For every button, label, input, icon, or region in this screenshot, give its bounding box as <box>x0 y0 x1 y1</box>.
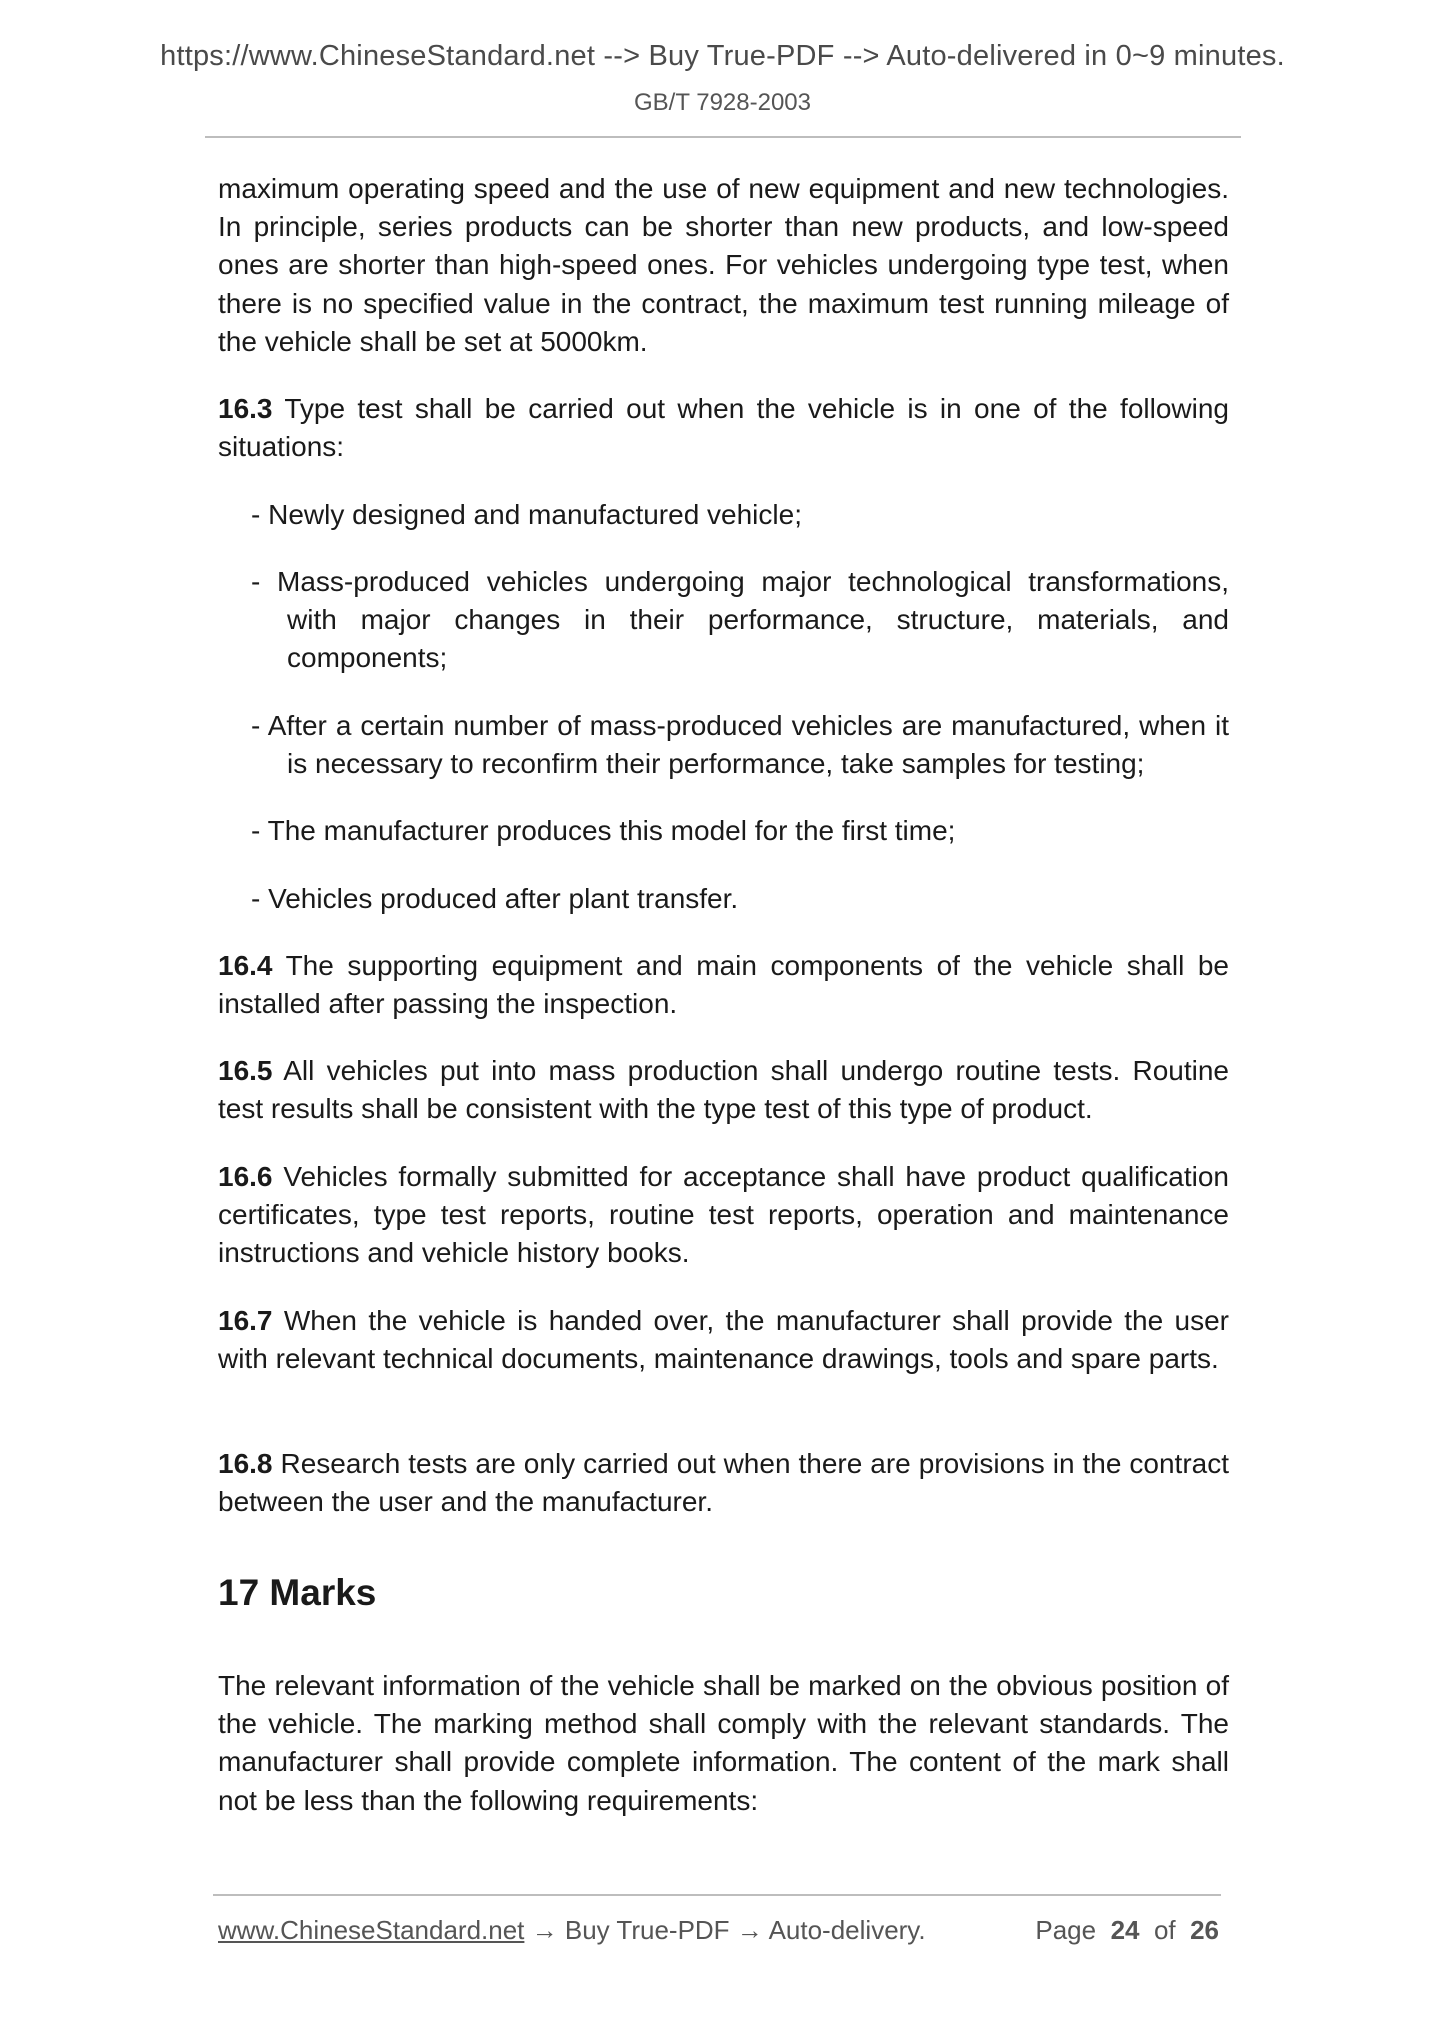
standard-code: GB/T 7928-2003 <box>633 89 811 116</box>
clause-text: Type test shall be carried out when the vehicle is in one of the following situations: <box>218 393 1229 463</box>
section-paragraph: The relevant information of the vehicle shall be marked on the obvious position of the vehicle. The marking method shall comply with the relevant standards. The manufacturer shall provide complete information. The content of the mark shall not be less than the following requirements: <box>218 1670 1229 1816</box>
footer-divider <box>213 1894 1221 1896</box>
list-item: - Mass-produced vehicles undergoing major technological transformations, with major changes in their performance, structure, materials, and components; <box>251 566 1229 674</box>
list-item: - Newly designed and manufactured vehicle; <box>251 499 802 530</box>
clause-text: Research tests are only carried out when there are provisions in the contract between the user and the manufacturer. <box>218 1448 1229 1518</box>
header-url-line: https://www.ChineseStandard.net --> Buy True-PDF --> Auto-delivered in 0~9 minutes. <box>160 40 1285 72</box>
list-item: - After a certain number of mass-produced vehicles are manufactured, when it is necessary to reconfirm their performance, take samples for testing; <box>251 710 1229 780</box>
site-link[interactable]: www.ChineseStandard.net <box>218 1915 525 1945</box>
clause-16-5 <box>218 1052 1229 1128</box>
page-footer <box>218 1915 1221 1949</box>
clause-number: 16.6 <box>218 1161 273 1192</box>
clause-number: 16.8 <box>218 1448 273 1479</box>
clause-16-8 <box>218 1445 1229 1521</box>
clause-text: When the vehicle is handed over, the manufacturer shall provide the user with relevant technical documents, maintenance drawings, tools and spare parts. <box>218 1305 1230 1375</box>
intro-paragraph: maximum operating speed and the use of new equipment and new technologies. In principle, series products can be shorter than new products, and low-speed ones are shorter than high-speed ones. For vehicles undergoing type test, when there is no specified value in the contract, the maximum test running mileage of the vehicle shall be set at 5000km. <box>218 173 1229 357</box>
clause-number: 16.3 <box>218 393 273 424</box>
clause-16-6 <box>218 1158 1229 1273</box>
footer-left <box>218 1915 926 1946</box>
clause-number: 16.7 <box>218 1305 273 1336</box>
clause-text: Vehicles formally submitted for acceptance shall have product qualification certificates, type test reports, routine test reports, operation and maintenance instructions and vehicle history books. <box>218 1161 1230 1269</box>
clause-16-4 <box>218 947 1229 1023</box>
clause-text: All vehicles put into mass production shall undergo routine tests. Routine test results shall be consistent with the type test of this type of product. <box>218 1055 1230 1125</box>
clause-16-7 <box>218 1302 1229 1378</box>
page-current: 24 <box>1110 1915 1140 1945</box>
clause-16-3 <box>218 390 1229 466</box>
section-heading: 17 Marks <box>218 1572 377 1613</box>
page-indicator <box>1035 1915 1219 1946</box>
clause-number: 16.5 <box>218 1055 273 1086</box>
clause-number: 16.4 <box>218 950 273 981</box>
page-label: Page <box>1035 1915 1097 1945</box>
footer-tagline: → Buy True-PDF → Auto-delivery. <box>524 1915 926 1945</box>
page-total: 26 <box>1190 1915 1219 1945</box>
list-item: - Vehicles produced after plant transfer. <box>251 883 739 914</box>
page-of: of <box>1153 1915 1176 1945</box>
clause-text: The supporting equipment and main components of the vehicle shall be installed after passing the inspection. <box>218 950 1229 1020</box>
list-item: - The manufacturer produces this model for the first time; <box>251 815 956 846</box>
